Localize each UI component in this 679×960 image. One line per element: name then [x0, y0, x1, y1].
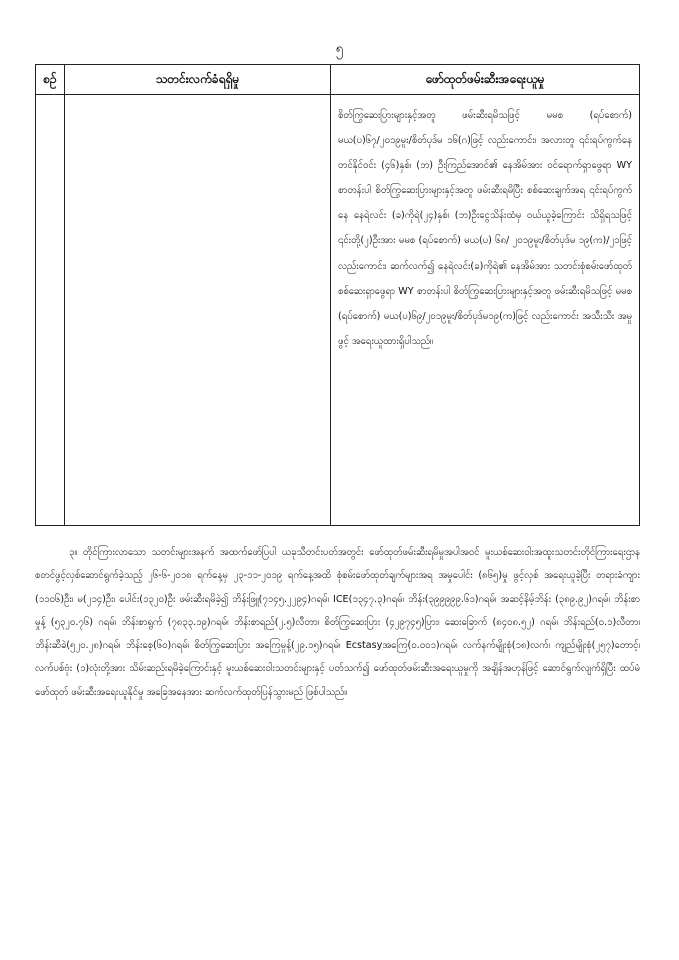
header-divider	[36, 94, 639, 95]
header-serial-no: စဉ်	[43, 72, 57, 86]
row-serial-no	[40, 103, 60, 523]
header-information-received: သတင်းလက်ခံရရှိမှု	[155, 72, 240, 86]
row-information	[70, 103, 325, 523]
column-divider	[64, 65, 65, 525]
report-table	[35, 64, 640, 526]
page-number: ၅	[335, 41, 344, 57]
summary-paragraph: ၃။ တိုင်ကြားလာသော သတင်းများအနက် အထက်ဖော်ပြပါ ယခုသီတင်းပတ်အတွင်း ဖော်ထုတ်ဖမ်းဆီးရမိမှုအပါအဝင် မူးယစ်ဆေးဝါးအထူးသတင်းတိုင်ကြားရေးဌာန စတင်ဖွင့်လှစ်ဆောင်ရွက်ခဲ့သည့် ၂၆-၆-၂၀၁၈ ရက်နေ့မှ ၂၃-၁၁-၂၀၁၉ ရက်နေ့အထိ စုံစမ်းဖော်ထုတ်ချက်များအရ အမှုပေါင်း (၈၆၅)မှု ဖွင့်လှစ် အရေးယူခဲ့ပြီး တရားခံကျား (၁၁၀၆)ဦး၊ မ(၂၁၄)ဦး၊ ပေါင်း(၁၃၂၀)ဦး ဖမ်းဆီးရမိခဲ့၍ ဘိန်းဖြူ(၇၁၄၅.၂၂၉၄)ဂရမ်၊ ICE(၁၃၄၇.၃)ဂရမ်၊ ဘိန်း(၃၉၉၉၉၉.၆၁)ဂရမ်၊ အဆင့်နိမ့်ဘိန်း (၃၈၉.၉၂)ဂရမ်၊ ဘိန်းစာမှုန့် (၅၃၂၀.၇၆) ဂရမ်၊ ဘိန်းစာရွက် (၇၈၃၃.၁၉)ဂရမ်၊ ဘိန်းစာရည်(၂.၅)လီတာ၊ စိတ်ကြွဆေးပြား (၄၂၉၇၄၅)ပြား၊ ဆေးခြောက် (၈၄၀၈.၅၂) ဂရမ်၊ ဘိန်းရည်(၀.၁)လီတာ၊ ဘိန်းဆီခဲ(၅၂၀.၂၈)ဂရမ်၊ ဘိန်းစေ့(၆၀)ဂရမ်၊ စိတ်ကြွဆေးပြား အကြေမှုန့်(၂၉.၁၅)ဂရမ်၊ Ecstasyအကြေ(၀.၀၀၁)ဂရမ်၊ လက်နက်မျိုးစုံ(၁၈)လက်၊ ကျည်မျိုးစုံ(၂၅၇)တောင့်၊ လက်ပစ်ဗုံး (၁)လုံးတို့အား သိမ်းဆည်းရမိခဲ့ကြောင်းနှင့် မူးယစ်ဆေးဝါးသတင်းများနှင့် ပတ်သက်၍ ဖော်ထုတ်ဖမ်းဆီးအရေးယူမှုကို အချိန်အဟုန်ဖြင့် ဆောင်ရွက်လျက်ရှိပြီး ထပ်မံဖော်ထုတ် ဖမ်းဆီးအရေးယူနိုင်မှု အခြေအနေအား ဆက်လက်ထုတ်ပြန်သွားမည် ဖြစ်ပါသည်။	[35, 547, 640, 698]
column-divider	[330, 65, 331, 525]
row-action-text: စိတ်ကြွဆေးပြားများနှင့်အတူ ဖမ်းဆီးရမိသဖြင့် မမစ (ရပ်စောက်) မယ(ပ)၆၇/၂၀၁၉မူး/စိတ်ပုဒ်မ ၁၆(ဂ)ဖြင့် လည်းကောင်း၊ အလားတူ ၎င်းရပ်ကွက်နေ တင်နိုင်ဝင်း (၄၆)နှစ်၊ (ဘ) ဦးကြည်အောင်၏ နေအိမ်အား ဝင်ရောက်ရှာဖွေရာ WY စာတန်းပါ စိတ်ကြွဆေးပြားများနှင့်အတူ ဖမ်းဆီးရမိပြီး စစ်ဆေးချက်အရ ၎င်းရပ်ကွက်နေ နေရဲလင်း (ခ)ကိုရဲ(၂၄)နှစ်၊ (ဘ)ဦးငွေသိန်းထံမှ ဝယ်ယူခဲ့ကြောင်း သိရှိရသဖြင့် ၎င်းတို့(၂)ဦးအား မမစ (ရပ်စောက်) မယ(ပ) ၆၈/ ၂၀၁၉မူး/စိတ်ပုဒ်မ ၁၉(က)/၂၁ဖြင့် လည်းကောင်း၊ ဆက်လက်၍ နေရဲလင်း(ခ)ကိုရဲ၏ နေအိမ်အား သတင်းစုံစမ်းဖော်ထုတ်စစ်ဆေးရှာဖွေရာ WY စာတန်းပါ စိတ်ကြွဆေးပြားများနှင့်အတူ ဖမ်းဆီးရမိသဖြင့် မမစ (ရပ်စောက်) မယ(ပ)၆၉/၂၀၁၉မူး/စိတ်ပုဒ်မ၁၉(က)ဖြင့် လည်းကောင်း အသီးသီး အမှုဖွင့် အရေးယူထားရှိပါသည်။	[338, 110, 632, 347]
header-action-taken: ဖော်ထုတ်ဖမ်းဆီးအရေးယူမှု	[425, 72, 545, 86]
